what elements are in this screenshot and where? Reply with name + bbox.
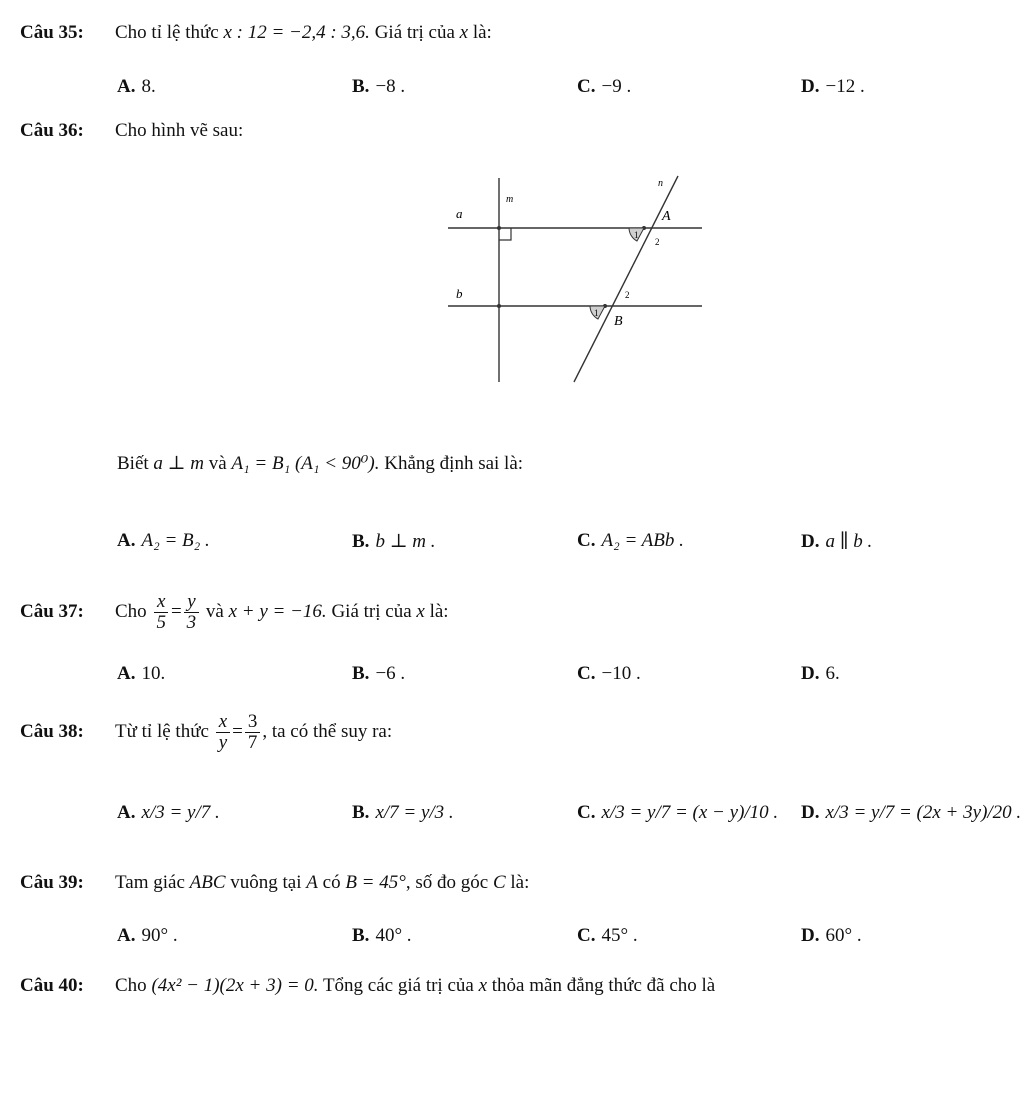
label-angle-a2: 2 bbox=[655, 237, 660, 247]
option-d[interactable]: D. a ∥ b . bbox=[801, 531, 873, 552]
option-a[interactable]: A. 8. bbox=[117, 76, 156, 97]
question-label: Câu 35: bbox=[20, 22, 84, 43]
fraction: $\frac{y}{3}$ bbox=[184, 592, 200, 633]
option-c[interactable]: C. −9 . bbox=[577, 76, 632, 97]
label-a: a bbox=[456, 206, 463, 221]
question-label: Câu 37: bbox=[20, 600, 84, 622]
question-36-given: Biết a ⊥ m và A₁ = B₁ (A₁ < 90⁰). Khẳng định sai là: bbox=[117, 453, 524, 474]
option-b[interactable]: B. −6 . bbox=[352, 663, 406, 684]
option-b[interactable]: B. 40° . bbox=[352, 925, 412, 946]
option-b[interactable]: B. b ⊥ m . bbox=[352, 531, 436, 552]
label-B: B bbox=[614, 314, 623, 329]
option-a[interactable]: A. 10. bbox=[117, 663, 166, 684]
option-a[interactable]: A. 90° . bbox=[117, 925, 178, 946]
option-b[interactable]: B. −8 . bbox=[352, 76, 406, 97]
option-a[interactable]: A. x/3 = y/7 . bbox=[117, 802, 220, 823]
question-37: Câu 37: Cho $\frac{x}{5}$ = $\frac{y}{3}$ và x + y = −16. Giá trị của x là: bbox=[20, 591, 449, 633]
question-35: Câu 35: Cho tỉ lệ thức x : 12 = −2,4 : 3,6. Giá trị của x là: bbox=[20, 22, 492, 43]
option-c[interactable]: C. 45° . bbox=[577, 925, 638, 946]
question-36: Câu 36: Cho hình vẽ sau: bbox=[20, 120, 244, 141]
option-c[interactable]: C. A₂ = ABb . bbox=[577, 530, 684, 551]
math-expr: x : 12 = −2,4 : 3,6. bbox=[223, 22, 370, 43]
question-40: Câu 40: Cho (4x² − 1)(2x + 3) = 0. Tổng các giá trị của x thỏa mãn đẳng thức đã cho là bbox=[20, 975, 716, 996]
line-n bbox=[574, 176, 678, 382]
math-expr: (4x² − 1)(2x + 3) = 0. bbox=[151, 975, 319, 996]
fraction: $\frac{x}{5}$ bbox=[153, 592, 169, 633]
label-angle-b1: 1 bbox=[594, 308, 599, 318]
label-angle-b2: 2 bbox=[625, 290, 630, 300]
question-label: Câu 38: bbox=[20, 720, 84, 742]
question-39: Câu 39: Tam giác ABC vuông tại A có B = 45°, số đo góc C là: bbox=[20, 872, 530, 893]
option-d[interactable]: D. 60° . bbox=[801, 925, 862, 946]
label-m: m bbox=[506, 194, 514, 205]
math-expr: x + y = −16. bbox=[228, 600, 327, 622]
fraction: $\frac{3}{7}$ bbox=[245, 712, 261, 753]
geometry-figure bbox=[440, 170, 720, 390]
label-b: b bbox=[456, 286, 463, 301]
label-n: n bbox=[658, 178, 663, 189]
question-label: Câu 39: bbox=[20, 872, 84, 893]
option-b[interactable]: B. x/7 = y/3 . bbox=[352, 802, 454, 823]
fraction: $\frac{x}{y}$ bbox=[216, 712, 230, 753]
label-angle-a1: 1 bbox=[634, 230, 639, 240]
option-d[interactable]: D. −12 . bbox=[801, 76, 865, 97]
option-a[interactable]: A. A₂ = B₂ . bbox=[117, 530, 210, 551]
option-c[interactable]: C. −10 . bbox=[577, 663, 641, 684]
right-angle-mark bbox=[499, 228, 511, 240]
option-d[interactable]: D. x/3 = y/7 = (2x + 3y)/20 . bbox=[801, 802, 1022, 823]
question-label: Câu 36: bbox=[20, 120, 84, 141]
math-expr: A₁ = B₁ (A₁ < 90⁰). bbox=[231, 453, 380, 474]
question-38: Câu 38: Từ tỉ lệ thức $\frac{x}{y}$ = $\frac{3}{7}$ , ta có thể suy ra: bbox=[20, 711, 393, 753]
option-c[interactable]: C. x/3 = y/7 = (x − y)/10 . bbox=[577, 802, 779, 823]
label-A: A bbox=[662, 209, 671, 224]
math-expr: B = 45° bbox=[345, 872, 406, 893]
question-label: Câu 40: bbox=[20, 975, 84, 996]
option-d[interactable]: D. 6. bbox=[801, 663, 840, 684]
